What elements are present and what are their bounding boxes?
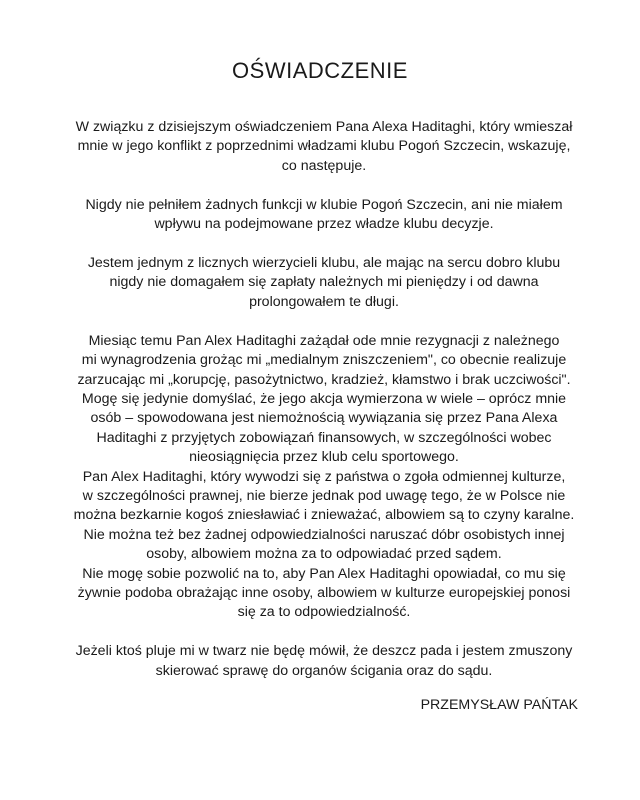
text-line: osób – spowodowana jest niemożnością wywiązania się przez Pana Alexa [90,410,558,427]
text-line: W związku z dzisiejszym oświadczeniem Pana Alexa Haditaghi, który wmieszał [75,119,573,135]
text-line: mnie w jego konflikt z poprzednimi władzami klubu Pogoń Szczecin, wskazuję, [77,138,571,155]
paragraph-4 [38,332,610,623]
text-line: prolongowałem te długi. [249,293,399,310]
text-line: żywnie podoba obrażając inne osoby, albowiem w kulturze europejskiej ponosi [77,585,571,602]
paragraph-2 [38,196,610,235]
paragraph-spacer [38,176,610,196]
text-line: Nie mogę sobie pozwolić na to, aby Pan Alex Haditaghi opowiadał, co mu się [82,565,566,582]
text-line: skierować sprawę do organów ścigania oraz do sądu. [155,662,493,679]
text-line: Jeżeli ktoś pluje mi w twarz nie będę mówił, że deszcz pada i jestem zmuszony [75,643,573,660]
text-line: nieosiągnięcia przez klub celu sportowego. [189,449,459,466]
text-line: Mogę się jedynie domyślać, że jego akcja wymierzona w wiele – oprócz mnie [81,390,567,407]
text-line: osoby, albowiem można za to odpowiadać przed sądem. [146,546,502,563]
text-line: zarzucając mi „korupcję, pasożytnictwo, kradzież, kłamstwo i brak uczciwości". [77,371,571,388]
signature-name: PRZEMYSŁAW PAŃTAK [420,697,578,713]
text-line: Miesiąc temu Pan Alex Haditaghi zażądał ode mnie rezygnacji z należnego [88,332,560,349]
statement-body [38,118,610,681]
document-title: OŚWIADCZENIE [232,58,408,83]
text-line: w szczególności prawnej, nie bierze jednak pod uwagę tego, że w Polsce nie [82,488,566,504]
text-line: Haditaghi z przyjętych zobowiązań finansowych, w szczególności wobec [96,429,552,446]
text-line: Jestem jednym z licznych wierzycieli klubu, ale mając na sercu dobro klubu [87,255,561,272]
text-line: Nigdy nie pełniłem żadnych funkcji w klubie Pogoń Szczecin, ani nie miałem [85,196,563,213]
paragraph-3 [38,254,610,312]
paragraph-spacer [38,312,610,332]
paragraph-5 [38,642,610,681]
text-line: wpływu na podejmowane przez władze klubu decyzje. [154,216,494,233]
text-line: mi wynagrodzenia grożąc mi „medialnym zniszczeniem", co obecnie realizuje [81,352,567,369]
text-line: co następuje. [281,157,367,174]
paragraph-spacer [38,235,610,255]
text-line: Pan Alex Haditaghi, który wywodzi się z państwa o zgoła odmiennej kulturze, [82,468,566,485]
text-line: Nie można też bez żadnej odpowiedzialności naruszać dóbr osobistych innej [83,526,565,543]
text-line: można bezkarnie kogoś zniesławiać i znieważać, albowiem są to czyny karalne. [73,507,575,524]
text-line: nigdy nie domagałem się zapłaty należnych mi pieniędzy i od dawna [109,274,539,291]
paragraph-1 [38,118,610,176]
text-line: się za to odpowiedzialność. [237,604,411,621]
paragraph-spacer [38,623,610,643]
